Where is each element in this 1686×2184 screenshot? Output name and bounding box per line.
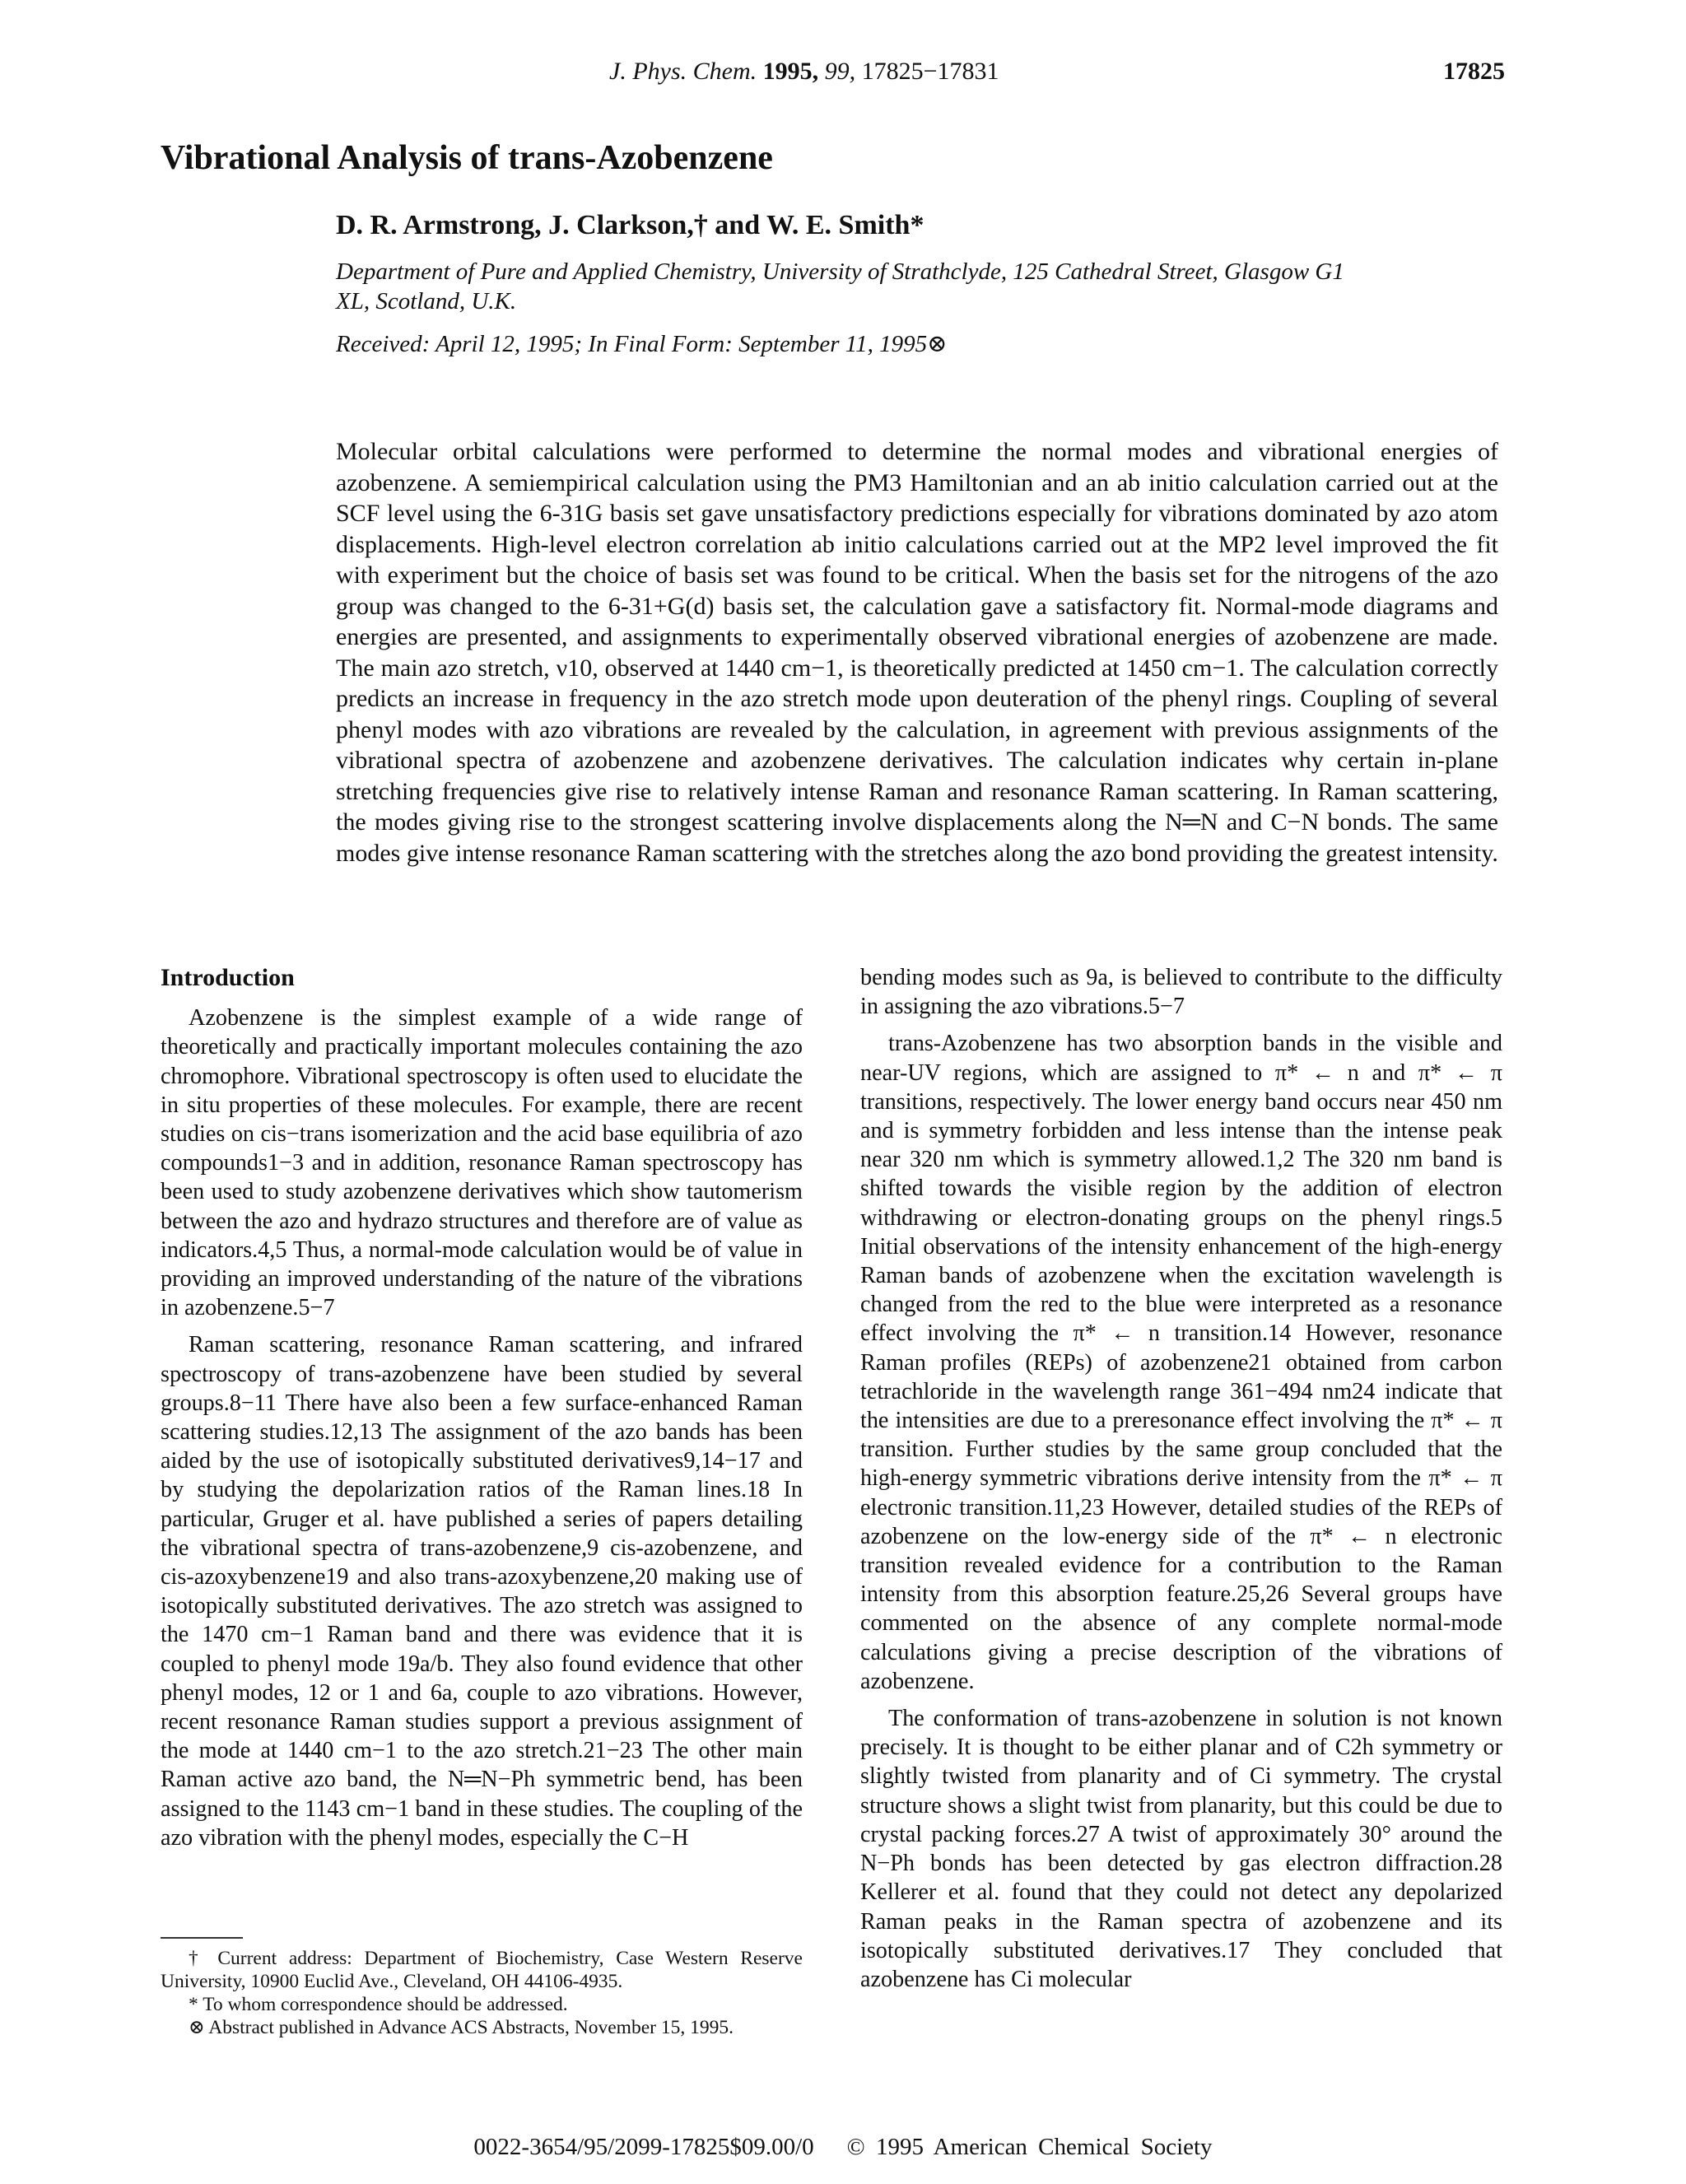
right-column [860, 963, 1502, 1994]
left-column [161, 963, 803, 1852]
abstract: Molecular orbital calculations were performed to determine the normal modes and vibrational energies of azobenzene. A semiempirical calculation using the PM3 Hamiltonian and an ab initio calculation carried out at the SCF level using the 6-31G basis set gave unsatisfactory predictions especially for vibrations dominated by azo atom displacements. High-level electron correlation ab initio calculations carried out at the MP2 level improved the fit with experiment but the choice of basis set was found to be critical. When the basis set for the nitrogens of the azo group was changed to the 6-31+G(d) basis set, the calculation gave a satisfactory fit. Normal-mode diagrams and energies are presented, and assignments to experimentally observed vibrational energies of azobenzene are made. The main azo stretch, ν10, observed at 1440 cm−1, is theoretically predicted at 1450 cm−1. The calculation correctly predicts an increase in frequency in the azo stretch mode upon deuteration of the phenyl rings. Coupling of several phenyl modes with azo vibrations are revealed by the calculation, in agreement with previous assignments of the vibrational spectra of azobenzene and azobenzene derivatives. The calculation indicates why certain in-plane stretching frequencies give rise to relatively intense Raman and resonance Raman scattering. In Raman scattering, the modes giving rise to the strongest scattering involve displacements along the N═N and C−N bonds. The same modes give intense resonance Raman scattering with the stretches along the azo bond providing the greatest intensity. [336, 438, 1498, 867]
paragraph: Azobenzene is the simplest example of a wide range of theoretically and practically important molecules containing the azo chromophore. Vibrational spectroscopy is often used to elucidate the in situ properties of these molecules. For example, there are recent studies on cis−trans isomerization and the acid base equilibria of azo compounds1−3 and in addition, resonance Raman spectroscopy has been used to study azobenzene derivatives which show tautomerism between the azo and hydrazo structures and therefore are of value as indicators.4,5 Thus, a normal-mode calculation would be of value in providing an improved understanding of the nature of the vibrations in azobenzene.5−7 [161, 1005, 803, 1321]
paragraph: bending modes such as 9a, is believed to contribute to the difficulty in assigning the azo vibrations.5−7 [860, 965, 1502, 1020]
page-number: 17825 [1443, 58, 1505, 85]
section-heading-introduction: Introduction [161, 964, 295, 991]
journal-pages: 17825−17831 [861, 58, 999, 85]
received-dates: Received: April 12, 1995; In Final Form: September 11, 1995⊗ [336, 331, 948, 357]
paragraph: trans-Azobenzene has two absorption bands in the visible and near-UV regions, which are assigned to π* ← n and π* ← π transitions, respectively. The lower energy band occurs near 450 nm and is symmetry forbidden and less intense than the intense peak near 320 nm which is symmetry allowed.1,2 The 320 nm band is shifted towards the visible region by the addition of electron withdrawing or electron-donating groups on the phenyl rings.5 Initial observations of the intensity enhancement of the high-energy Raman bands of azobenzene when the excitation wavelength is changed from the red to the blue were interpreted as a resonance effect involving the π* ← n transition.14 However, resonance Raman profiles (REPs) of azobenzene21 obtained from carbon tetrachloride in the wavelength range 361−494 nm24 indicate that the intensities are due to a preresonance effect involving the π* ← π transition. Further studies by the same group concluded that the high-energy symmetric vibrations derive intensity from the π* ← π electronic transition.11,23 However, detailed studies of the REPs of azobenzene on the low-energy side of the π* ← n electronic transition revealed evidence for a contribution to the Raman intensity from this absorption feature.25,26 Several groups have commented on the absence of any complete normal-mode calculations giving a precise description of the vibrations of azobenzene. [860, 1031, 1502, 1694]
paragraph: Raman scattering, resonance Raman scattering, and infrared spectroscopy of trans-azobenzene have been studied by several groups.8−11 There have also been a few surface-enhanced Raman scattering studies.12,13 The assignment of the azo bands has been aided by the use of isotopically substituted derivatives9,14−17 and by studying the depolarization ratios of the Raman lines.18 In particular, Gruger et al. have published a series of papers detailing the vibrational spectra of trans-azobenzene,9 cis-azobenzene, and cis-azoxybenzene19 and also trans-azoxybenzene,20 making use of isotopically substituted derivatives. The azo stretch was assigned to the 1470 cm−1 Raman band and there was evidence that it is coupled to phenyl mode 19a/b. They also found evidence that other phenyl modes, 12 or 1 and 6a, couple to azo vibrations. However, recent resonance Raman studies support a previous assignment of the mode at 1440 cm−1 to the azo stretch.21−23 The other main Raman active azo band, the N═N−Ph symmetric bend, has been assigned to the 1143 cm−1 band in these studies. The coupling of the azo vibration with the phenyl modes, especially the C−H [161, 1332, 803, 1851]
footnote-divider [161, 1937, 243, 1939]
affiliation: Department of Pure and Applied Chemistry, University of Strathclyde, 125 Cathedral Street, Glasgow G1 XL, Scotland, U.K. [336, 258, 1344, 314]
journal-year: 1995, [762, 58, 819, 85]
footnote: * To whom correspondence should be addressed. [189, 1994, 568, 2015]
paper-title: Vibrational Analysis of trans-Azobenzene [161, 139, 773, 177]
page-footer [0, 2134, 1686, 2161]
footnote: † Current address: Department of Biochemistry, Case Western Reserve University, 10900 Euclid Ave., Cleveland, OH 44106-4935. [161, 1948, 803, 1992]
copyright: © 1995 American Chemical Society [846, 2134, 1213, 2160]
journal-volume: 99, [824, 58, 856, 85]
footnotes [161, 1947, 803, 2039]
journal-citation [609, 58, 999, 86]
journal-name: J. Phys. Chem. [609, 58, 757, 85]
authors: D. R. Armstrong, J. Clarkson,† and W. E. Smith* [336, 210, 925, 240]
paragraph: The conformation of trans-azobenzene in solution is not known precisely. It is thought to be either planar and of C2h symmetry or slightly twisted from planarity and of Ci symmetry. The crystal structure shows a slight twist from planarity, but this could be due to crystal packing forces.27 A twist of approximately 30° around the N−Ph bonds has been detected by gas electron diffraction.28 Kellerer et al. found that they could not detect any depolarized Raman peaks in the Raman spectra of azobenzene and its isotopically substituted derivatives.17 They concluded that azobenzene has Ci molecular [860, 1706, 1502, 1992]
footnote: ⊗ Abstract published in Advance ACS Abstracts, November 15, 1995. [189, 2017, 734, 2038]
article-code: 0022-3654/95/2099-17825$09.00/0 [473, 2134, 814, 2160]
